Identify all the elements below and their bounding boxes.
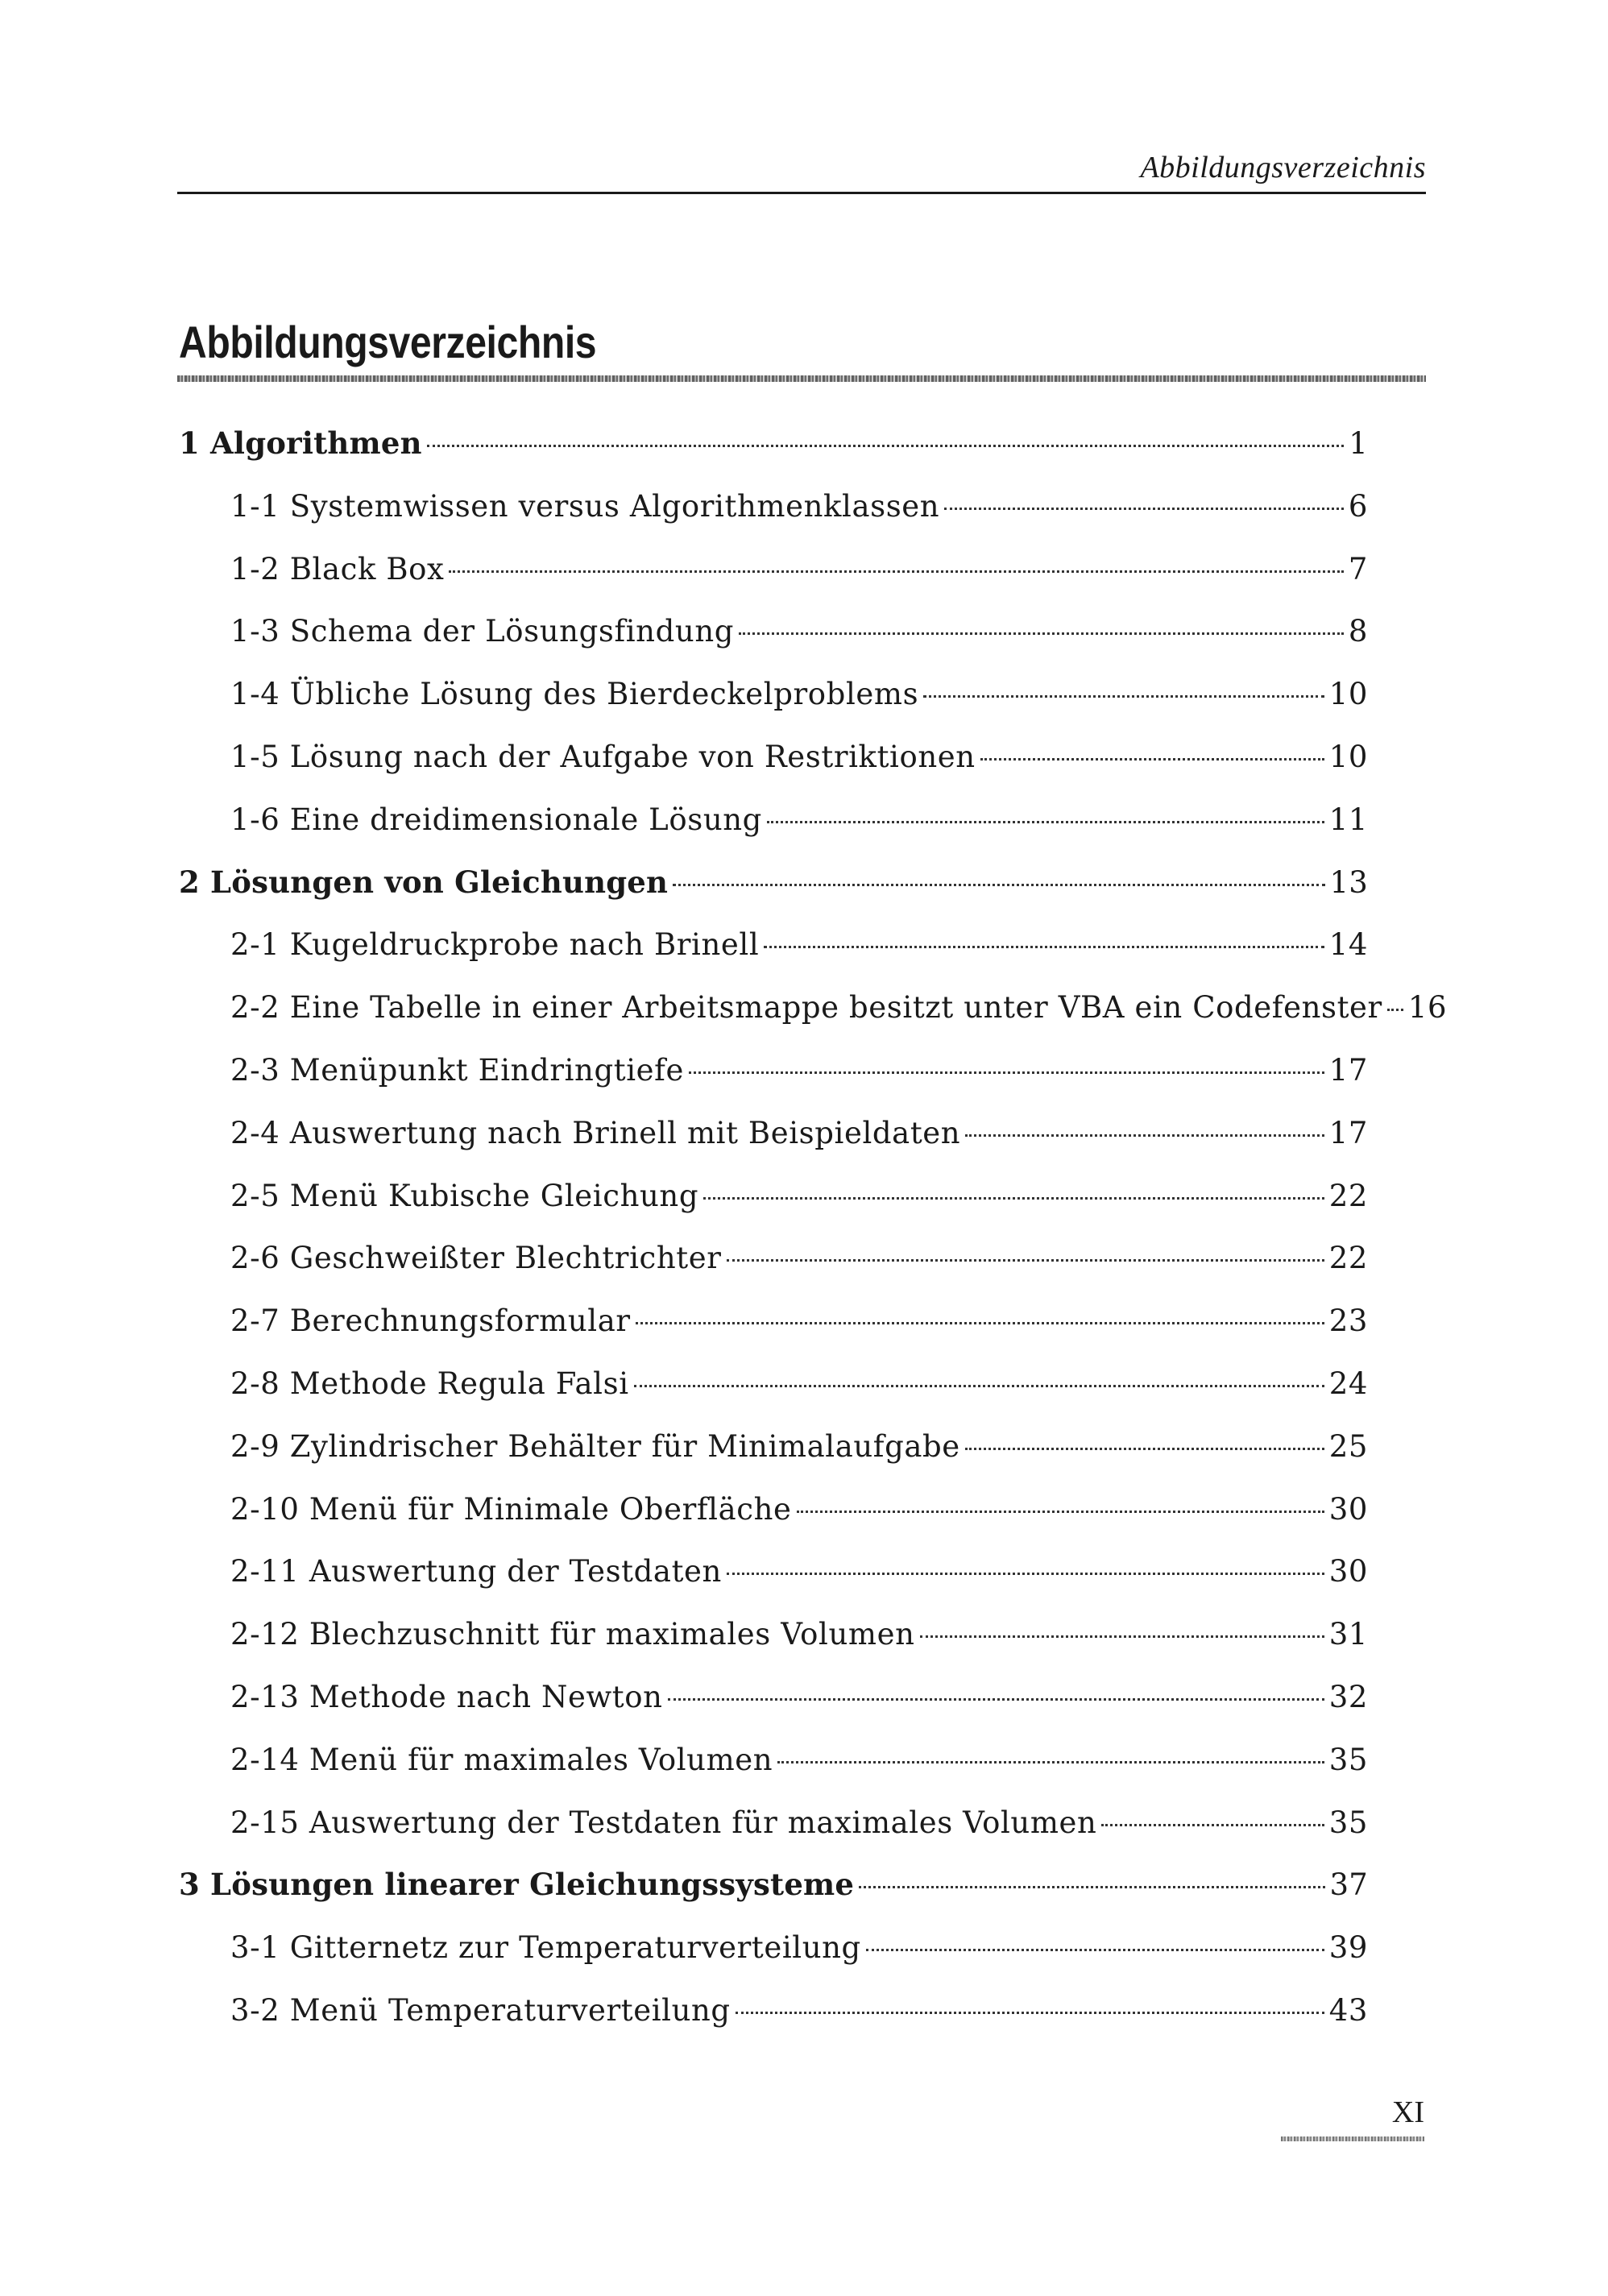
toc-figure-entry [179,1227,1368,1290]
page-title: Abbildungsverzeichnis [179,317,597,367]
running-header-title: Abbildungsverzeichnis [1140,151,1426,184]
dot-leader [923,695,1324,698]
toc-entry-page: 8 [1348,614,1368,649]
toc-entry-page: 17 [1328,1115,1368,1150]
dot-leader [1101,1824,1324,1826]
toc-entry-label: 2-10 Menü für Minimale Oberfläche [230,1491,792,1527]
toc-entry-label: 2-3 Menüpunkt Eindringtiefe [230,1052,684,1088]
toc-entry-page: 14 [1328,927,1368,963]
dot-leader [797,1511,1324,1513]
toc-entry-label: 1-5 Lösung nach der Aufgabe von Restriktionen [230,739,976,774]
toc-figure-entry [179,1165,1368,1228]
toc-entry-label: 1-2 Black Box [230,551,445,586]
toc-entry-label: 3 Lösungen linearer Gleichungssysteme [179,1867,855,1903]
dot-leader [965,1448,1324,1450]
table-of-figures [179,412,1448,2042]
dot-leader [703,1197,1324,1200]
toc-entry-label: 2-1 Kugeldruckprobe nach Brinell [230,927,760,963]
toc-chapter-entry [179,852,1368,914]
toc-figure-entry [179,475,1368,538]
toc-entry-label: 2-4 Auswertung nach Brinell mit Beispieldaten [230,1115,961,1150]
toc-entry-label: 1-4 Übliche Lösung des Bierdeckelproblems [230,677,919,712]
dot-leader [427,445,1345,447]
toc-figure-entry [179,1603,1368,1666]
toc-entry-label: 2-8 Methode Regula Falsi [230,1366,629,1401]
toc-entry-page: 43 [1328,1992,1368,2028]
toc-entry-page: 13 [1329,864,1368,900]
toc-entry-page: 37 [1329,1867,1368,1903]
dot-leader [767,821,1324,823]
toc-entry-page: 25 [1328,1428,1368,1464]
toc-entry-page: 11 [1328,802,1368,837]
dot-leader [859,1886,1324,1888]
toc-entry-label: 1 Algorithmen [179,425,422,461]
toc-figure-entry [179,1290,1368,1353]
toc-entry-label: 2-14 Menü für maximales Volumen [230,1742,773,1777]
toc-entry-label: 2-11 Auswertung der Testdaten [230,1554,722,1589]
toc-figure-entry [179,914,1368,976]
toc-entry-page: 10 [1328,739,1368,774]
dot-leader [727,1573,1324,1575]
toc-figure-entry [179,1478,1368,1541]
toc-entry-label: 2-12 Blechzuschnitt für maximales Volumen [230,1617,915,1652]
toc-entry-page: 39 [1328,1930,1368,1966]
toc-entry-page: 17 [1328,1052,1368,1088]
toc-figure-entry [179,1102,1368,1165]
toc-entry-label: 1-1 Systemwissen versus Algorithmenklassen [230,488,940,524]
toc-entry-label: 1-3 Schema der Lösungsfindung [230,614,735,649]
toc-entry-page: 24 [1328,1366,1368,1401]
toc-figure-entry [179,1979,1368,2042]
toc-entry-label: 2-2 Eine Tabelle in einer Arbeitsmappe besitzt unter VBA ein Codefenster [230,990,1382,1026]
toc-entry-page: 30 [1328,1491,1368,1527]
toc-figure-entry [179,1666,1368,1729]
toc-entry-page: 1 [1349,426,1368,461]
toc-entry-page: 30 [1328,1554,1368,1589]
dot-leader [668,1698,1324,1701]
toc-chapter-entry [179,1854,1368,1917]
dot-leader [689,1071,1324,1074]
toc-figure-entry [179,663,1368,726]
toc-entry-page: 35 [1328,1805,1368,1840]
running-header [177,143,1426,194]
toc-figure-entry [179,789,1368,852]
dot-leader [673,884,1324,886]
folio-rule [1281,2136,1424,2141]
toc-entry-label: 2-15 Auswertung der Testdaten für maximales Volumen [230,1805,1097,1840]
title-rule [177,375,1426,382]
toc-figure-entry [179,1729,1368,1792]
toc-entry-label: 3-2 Menü Temperaturverteilung [230,1992,731,2028]
toc-entry-page: 31 [1328,1617,1368,1652]
toc-entry-label: 2-5 Menü Kubische Gleichung [230,1178,699,1213]
toc-entry-page: 35 [1328,1742,1368,1777]
dot-leader [944,508,1344,510]
toc-figure-entry [179,600,1368,663]
toc-entry-page: 22 [1328,1241,1368,1276]
dot-leader [736,2012,1324,2014]
toc-figure-entry [179,1917,1368,1979]
dot-leader [764,946,1324,948]
dot-leader [636,1322,1324,1324]
dot-leader [965,1134,1324,1137]
toc-figure-entry [179,538,1368,601]
toc-figure-entry [179,1792,1368,1855]
toc-figure-entry [179,1415,1368,1478]
toc-entry-label: 2-13 Methode nach Newton [230,1679,663,1714]
toc-entry-page: 6 [1348,488,1368,524]
dot-leader [1387,1009,1403,1011]
toc-entry-label: 2-6 Geschweißter Blechtrichter [230,1241,722,1276]
toc-entry-page: 10 [1328,677,1368,712]
dot-leader [777,1761,1324,1763]
dot-leader [980,758,1324,760]
toc-figure-entry [179,1039,1368,1102]
dot-leader [727,1259,1324,1262]
page-number: XI [1391,2095,1424,2129]
toc-figure-entry [179,1540,1368,1603]
toc-entry-label: 2-7 Berechnungsformular [230,1303,631,1339]
toc-entry-label: 2-9 Zylindrischer Behälter für Minimalaufgabe [230,1428,960,1464]
toc-figure-entry [179,976,1448,1039]
toc-entry-page: 22 [1328,1178,1368,1213]
toc-entry-page: 32 [1328,1679,1368,1714]
toc-figure-entry [179,1353,1368,1415]
dot-leader [449,570,1343,573]
toc-figure-entry [179,726,1368,789]
dot-leader [920,1635,1324,1638]
dot-leader [866,1949,1324,1951]
toc-chapter-entry [179,412,1368,475]
toc-entry-label: 1-6 Eine dreidimensionale Lösung [230,802,762,837]
dot-leader [739,632,1344,635]
toc-entry-page: 23 [1328,1303,1368,1339]
toc-entry-page: 7 [1348,551,1368,586]
toc-entry-label: 2 Lösungen von Gleichungen [179,864,669,900]
toc-entry-label: 3-1 Gitternetz zur Temperaturverteilung [230,1930,861,1966]
toc-entry-page: 16 [1407,990,1448,1026]
dot-leader [634,1385,1324,1387]
